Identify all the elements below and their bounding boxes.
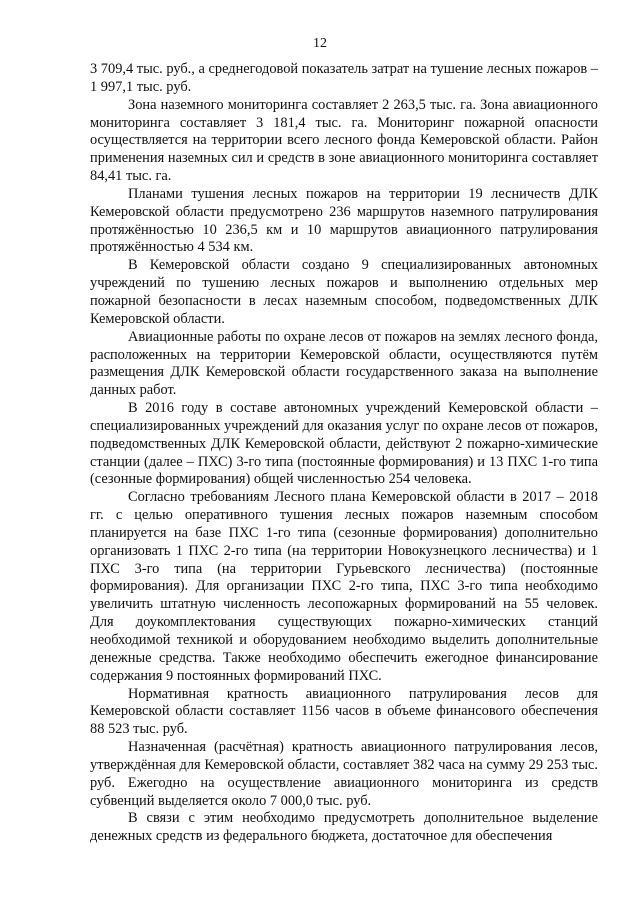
paragraph-normative-patrol: Нормативная кратность авиационного патрулирования лесов для Кемеровской области составляет 1156 часов в объеме финансового обеспечения 88 523 тыс. руб.: [90, 685, 598, 738]
page-number: 12: [313, 36, 327, 51]
paragraph-1-continuation: 3 709,4 тыс. руб., а среднегодовой показатель затрат на тушение лесных пожаров – 1 997,1 тыс. руб.: [90, 61, 598, 95]
paragraph-aviation-works: Авиационные работы по охране лесов от пожаров на землях лесного фонда, расположенных на территории Кемеровской области, осуществляются путём размещения ДЛК Кемеровской области государственного заказа на выполнение данных работ.: [90, 328, 598, 399]
paragraph-forest-plan: Согласно требованиям Лесного плана Кемеровской области в 2017 – 2018 гг. с целью оперативного тушения лесных пожаров наземным способом планируется на базе ПХС 1-го типа (сезонные формирования) дополнительно организовать 1 ПХС 2-го типа (на территории Новокузнецкого лесничества) и 1 ПХС 3-го типа (на территории Гурьевского лесничества) (постоянные формирования). Для организации ПХС 2-го типа, ПХС 3-го типа необходимо увеличить штатную численность лесопожарных формирований на 55 человек. Для доукомплектования существующих пожарно-химических станций необходимой техникой и оборудованием необходимо выделить дополнительные денежные средства. Также необходимо обеспечить ежегодное финансирование содержания 9 постоянных формирований ПХС.: [90, 489, 598, 684]
paragraph-patrol-routes: Планами тушения лесных пожаров на территории 19 лесничеств ДЛК Кемеровской области предусмотрено 236 маршрутов наземного патрулирования протяжённостью 10 236,5 км и 10 маршрутов авиационного патрулирования протяжённостью 4 534 км.: [90, 185, 598, 256]
paragraph-assigned-patrol: Назначенная (расчётная) кратность авиационного патрулирования лесов, утверждённая для Кемеровской области, составляет 382 часа на сумму 29 253 тыс. руб. Ежегодно на осуществление авиационного мониторинга из средств субвенций выделяется около 7 000,0 тыс. руб.: [90, 739, 598, 809]
paragraph-autonomous-institutions: В Кемеровской области создано 9 специализированных автономных учреждений по тушению лесных пожаров и выполнению отдельных мер пожарной безопасности в лесах наземным способом, подведомственных ДЛК Кемеровской области.: [90, 257, 598, 327]
paragraph-federal-budget: В связи с этим необходимо предусмотреть дополнительное выделение денежных средств из федерального бюджета, достаточное для обеспечения: [90, 810, 598, 845]
paragraph-fire-stations-2016: В 2016 году в составе автономных учреждений Кемеровской области – специализированных учреждений для оказания услуг по охране лесов от пожаров, подведомственных ДЛК Кемеровской области, действуют 2 пожарно-химические станции (далее – ПХС) 3-го типа (постоянные формирования) и 13 ПХС 1-го типа (сезонные формирования) общей численностью 254 человека.: [90, 400, 598, 488]
paragraph-monitoring-zones: Зона наземного мониторинга составляет 2 263,5 тыс. га. Зона авиационного мониторинга составляет 3 181,4 тыс. га. Мониторинг пожарной опасности осуществляется на территории всего лесного фонда Кемеровской области. Район применения наземных сил и средств в зоне авиационного мониторинга составляет 84,41 тыс. га.: [90, 96, 598, 185]
page-body: [90, 61, 598, 846]
